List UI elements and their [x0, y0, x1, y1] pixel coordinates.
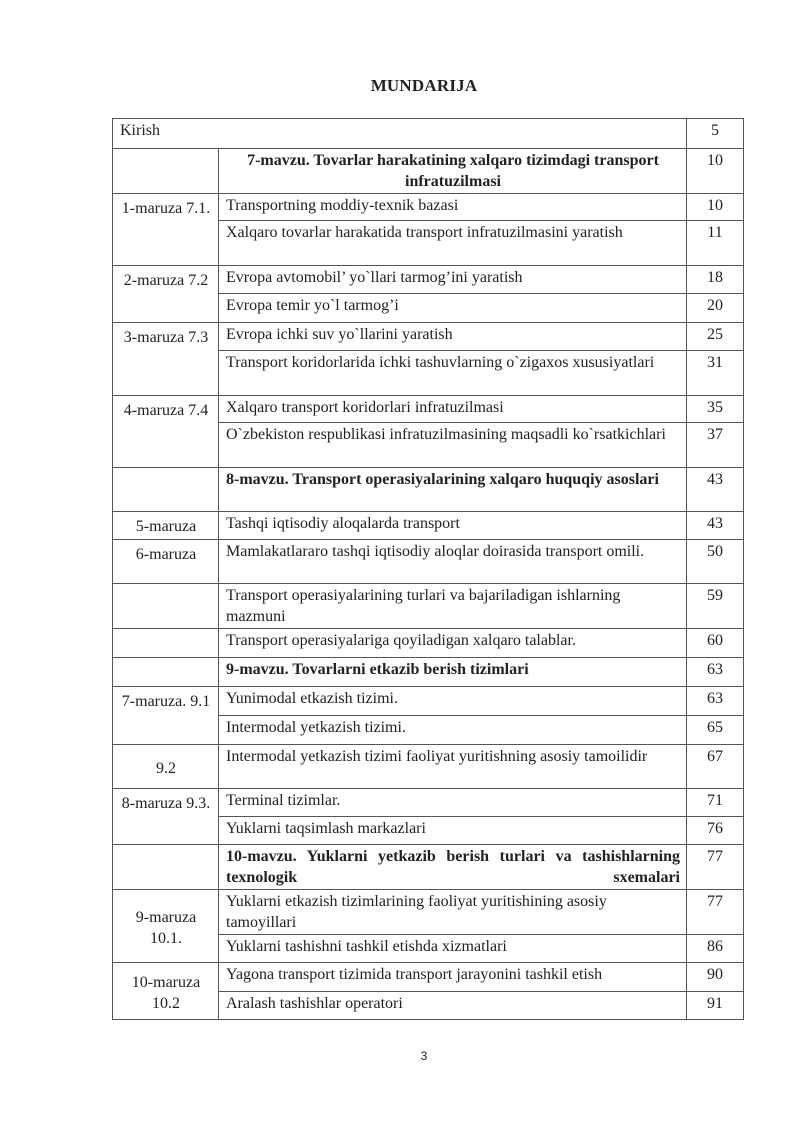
entry-page: 25 — [687, 323, 744, 351]
entry-title: Transportning moddiy-texnik bazasi — [219, 194, 687, 221]
entry-page: 65 — [687, 716, 744, 745]
empty-label-cell — [113, 845, 219, 890]
entry-title: Evropa avtomobil’ yo`llari tarmog’ini yaratish — [219, 266, 687, 294]
table-row — [113, 890, 744, 935]
entry-page: 71 — [687, 789, 744, 817]
entry-title: Yuklarni taqsimlash markazlari — [219, 817, 687, 845]
entry-title: Yunimodal etkazish tizimi. — [219, 687, 687, 716]
entry-title: Kirish — [113, 119, 687, 149]
lecture-label: 9.2 — [113, 745, 219, 789]
empty-label-cell — [113, 149, 219, 194]
table-row — [113, 745, 744, 789]
empty-label-cell — [113, 658, 219, 687]
table-row — [113, 584, 744, 629]
lecture-label: 1-maruza 7.1. — [113, 194, 219, 266]
table-row — [113, 658, 744, 687]
entry-title: Transport operasiyalariga qoyiladigan xalqaro talablar. — [219, 629, 687, 658]
entry-page: 60 — [687, 629, 744, 658]
table-of-contents — [112, 118, 744, 1020]
page-title: MUNDARIJA — [370, 76, 478, 95]
lecture-label: 5-maruza — [113, 512, 219, 540]
entry-title: Terminal tizimlar. — [219, 789, 687, 817]
table-row — [113, 468, 744, 512]
empty-label-cell — [113, 584, 219, 629]
empty-label-cell — [113, 629, 219, 658]
entry-title: Evropa temir yo`l tarmog’i — [219, 294, 687, 323]
table-row — [113, 687, 744, 716]
entry-title: Yagona transport tizimida transport jarayonini tashkil etish — [219, 963, 687, 992]
entry-page: 11 — [687, 221, 744, 266]
lecture-label: 2-maruza 7.2 — [113, 266, 219, 323]
lecture-label: 10-maruza 10.2 — [113, 963, 219, 1020]
entry-title: Intermodal yetkazish tizimi. — [219, 716, 687, 745]
entry-title: Yuklarni etkazish tizimlarining faoliyat yuritishining asosiy tamoyillari — [219, 890, 687, 935]
topic-heading: 10-mavzu. Yuklarni yetkazib berish turlari va tashishlarning texnologik sxemalari — [219, 845, 687, 890]
lecture-label: 3-maruza 7.3 — [113, 323, 219, 396]
entry-page: 67 — [687, 745, 744, 789]
entry-title: Transport operasiyalarining turlari va bajariladigan ishlarning mazmuni — [219, 584, 687, 629]
table-row — [113, 845, 744, 890]
table-row — [113, 149, 744, 194]
entry-title: Intermodal yetkazish tizimi faoliyat yuritishning asosiy tamoilidir — [219, 745, 687, 789]
entry-page: 10 — [687, 149, 744, 194]
entry-title: Aralash tashishlar operatori — [219, 992, 687, 1020]
entry-page: 43 — [687, 512, 744, 540]
entry-page: 90 — [687, 963, 744, 992]
entry-page: 43 — [687, 468, 744, 512]
entry-title: O`zbekiston respublikasi infratuzilmasining maqsadli ko`rsatkichlari — [219, 423, 687, 468]
lecture-label: 6-maruza — [113, 540, 219, 584]
empty-label-cell — [113, 468, 219, 512]
lecture-label: 7-maruza. 9.1 — [113, 687, 219, 745]
entry-title: Evropa ichki suv yo`llarini yaratish — [219, 323, 687, 351]
topic-heading: 8-mavzu. Transport operasiyalarining xalqaro huquqiy asoslari — [219, 468, 687, 512]
entry-title: Yuklarni tashishni tashkil etishda xizmatlari — [219, 935, 687, 963]
entry-page: 20 — [687, 294, 744, 323]
entry-title: Xalqaro transport koridorlari infratuzilmasi — [219, 396, 687, 423]
entry-page: 63 — [687, 658, 744, 687]
table-row — [113, 266, 744, 294]
entry-title: Xalqaro tovarlar harakatida transport infratuzilmasini yaratish — [219, 221, 687, 266]
table-row — [113, 540, 744, 584]
entry-page: 31 — [687, 351, 744, 396]
entry-page: 86 — [687, 935, 744, 963]
entry-page: 77 — [687, 890, 744, 935]
entry-page: 59 — [687, 584, 744, 629]
table-row — [113, 396, 744, 423]
entry-page: 18 — [687, 266, 744, 294]
entry-page: 91 — [687, 992, 744, 1020]
entry-title: Tashqi iqtisodiy aloqalarda transport — [219, 512, 687, 540]
topic-heading: 9-mavzu. Tovarlarni etkazib berish tizimlari — [219, 658, 687, 687]
table-row — [113, 119, 744, 149]
table-row — [113, 323, 744, 351]
entry-page: 10 — [687, 194, 744, 221]
entry-page: 35 — [687, 396, 744, 423]
lecture-label: 9-maruza 10.1. — [113, 890, 219, 963]
entry-page: 77 — [687, 845, 744, 890]
table-row — [113, 963, 744, 992]
table-row — [113, 512, 744, 540]
lecture-label: 8-maruza 9.3. — [113, 789, 219, 845]
entry-page: 76 — [687, 817, 744, 845]
entry-page: 5 — [687, 119, 744, 149]
entry-page: 63 — [687, 687, 744, 716]
table-row — [113, 194, 744, 221]
page-number: 3 — [420, 1049, 428, 1063]
entry-title: Transport koridorlarida ichki tashuvlarning o`zigaxos xususiyatlari — [219, 351, 687, 396]
entry-page: 37 — [687, 423, 744, 468]
entry-title: Mamlakatlararo tashqi iqtisodiy aloqlar doirasida transport omili. — [219, 540, 687, 584]
table-row — [113, 789, 744, 817]
entry-page: 50 — [687, 540, 744, 584]
table-row — [113, 629, 744, 658]
topic-heading: 7-mavzu. Tovarlar harakatining xalqaro tizimdagi transport infratuzilmasi — [219, 149, 687, 194]
lecture-label: 4-maruza 7.4 — [113, 396, 219, 468]
